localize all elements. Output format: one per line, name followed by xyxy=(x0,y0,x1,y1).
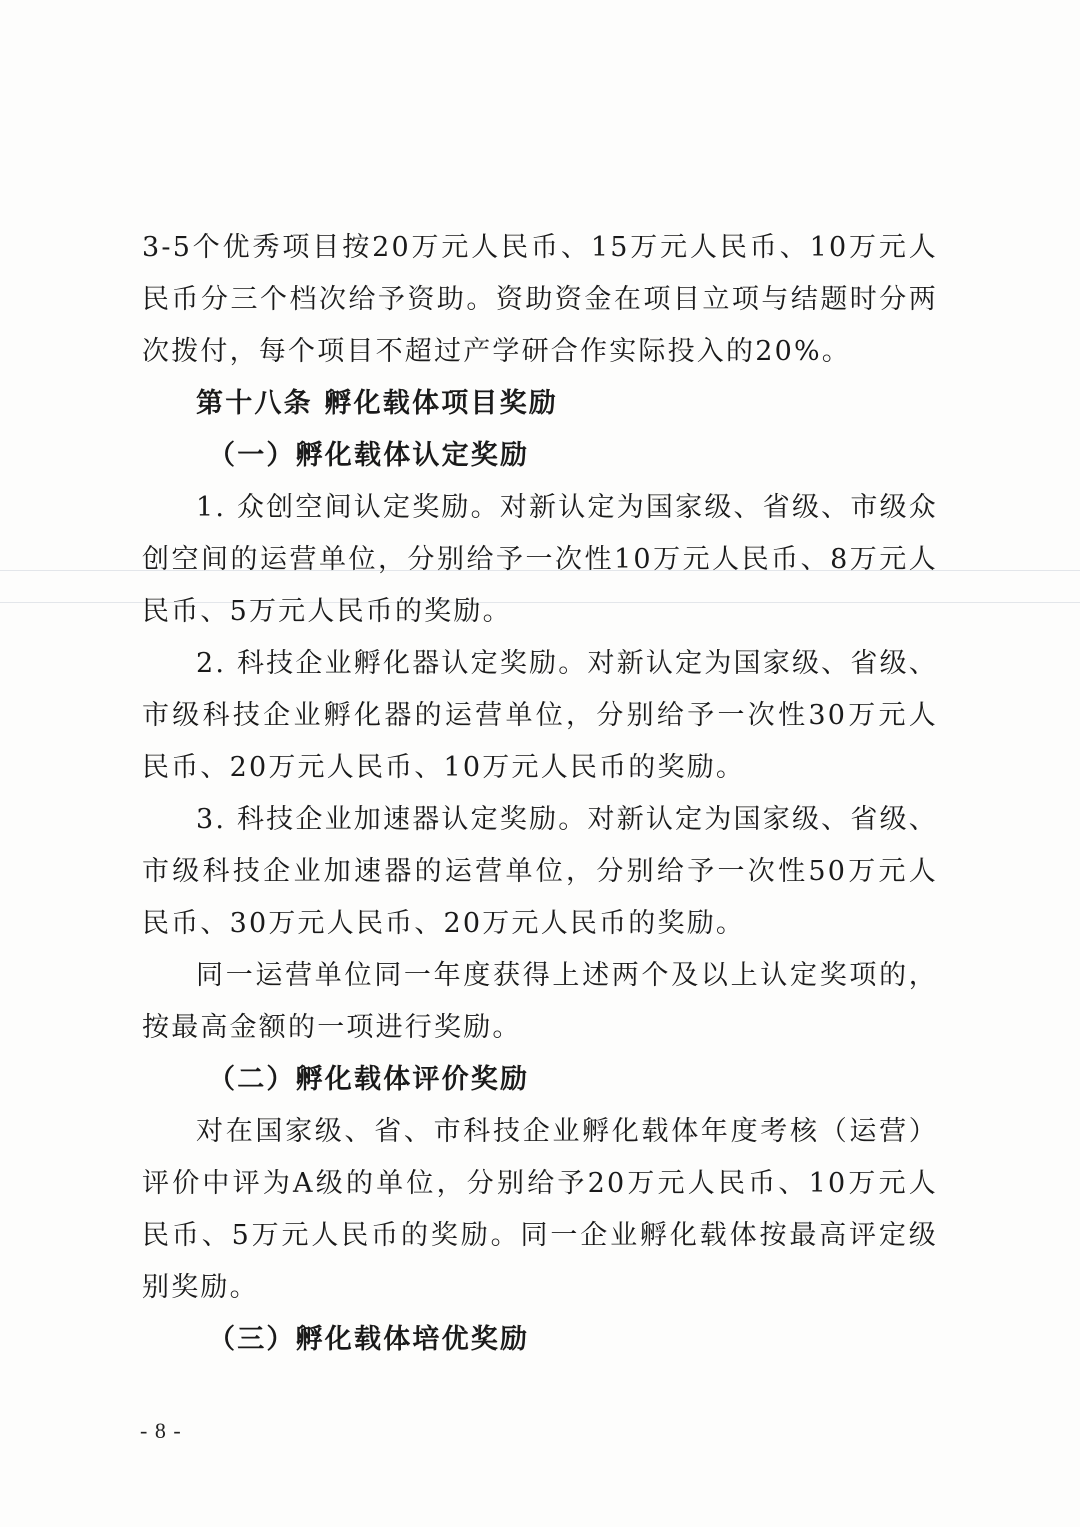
paragraph-funding-tiers: 3-5个优秀项目按20万元人民币、15万元人民币、10万元人民币分三个档次给予资助。资助资金在项目立项与结题时分两次拨付，每个项目不超过产学研合作实际投入的20%。 xyxy=(142,232,938,367)
section-1-heading: （一）孵化载体认定奖励 xyxy=(208,440,530,471)
item-maker-space: 1. 众创空间认定奖励。对新认定为国家级、省级、市级众创空间的运营单位，分别给予一次性10万元人民币、8万元人民币、5万元人民币的奖励。 xyxy=(142,492,938,627)
page-number: - 8 - xyxy=(140,1418,182,1443)
item-incubator: 2. 科技企业孵化器认定奖励。对新认定为国家级、省级、市级科技企业孵化器的运营单位，分别给予一次性30万元人民币、20万元人民币、10万元人民币的奖励。 xyxy=(142,648,938,783)
paragraph-evaluation-award: 对在国家级、省、市科技企业孵化载体年度考核（运营）评价中评为A级的单位，分别给予20万元人民币、10万元人民币、5万元人民币的奖励。同一企业孵化载体按最高评定级别奖励。 xyxy=(142,1116,938,1303)
section-3-heading: （三）孵化载体培优奖励 xyxy=(208,1324,530,1355)
document-body xyxy=(142,222,938,1366)
item-accelerator: 3. 科技企业加速器认定奖励。对新认定为国家级、省级、市级科技企业加速器的运营单位，分别给予一次性50万元人民币、30万元人民币、20万元人民币的奖励。 xyxy=(142,804,938,939)
section-2-heading: （二）孵化载体评价奖励 xyxy=(208,1064,530,1095)
paragraph-highest-award-note: 同一运营单位同一年度获得上述两个及以上认定奖项的，按最高金额的一项进行奖励。 xyxy=(142,960,938,1043)
article-18-heading: 第十八条 孵化载体项目奖励 xyxy=(196,388,558,419)
